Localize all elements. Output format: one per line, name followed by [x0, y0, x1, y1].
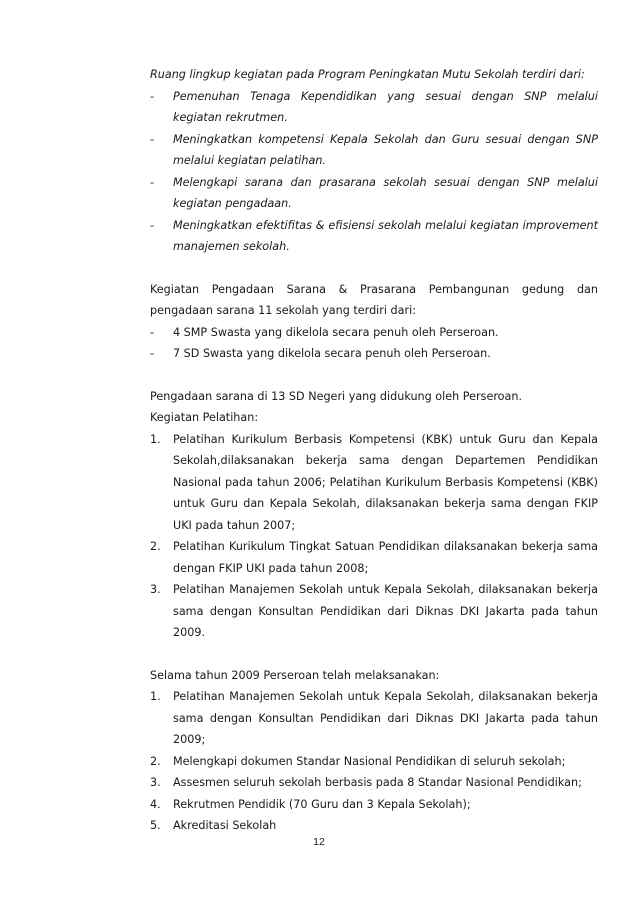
list-item: 3. Assesmen seluruh sekolah berbasis pada 8 Standar Nasional Pendidikan;: [150, 772, 598, 794]
list-item: 5. Akreditasi Sekolah: [150, 815, 598, 837]
year2009-heading: Selama tahun 2009 Perseroan telah melaksanakan:: [150, 668, 440, 682]
training-list: [150, 429, 598, 644]
list-item: 4. Rekrutmen Pendidik (70 Guru dan 3 Kepala Sekolah);: [150, 794, 598, 816]
document-body: [150, 64, 598, 837]
spacer: [150, 365, 598, 386]
bullet-dash: -: [150, 325, 155, 339]
list-item: - 7 SD Swasta yang dikelola secara penuh oleh Perseroan.: [150, 343, 598, 365]
list-item: - 4 SMP Swasta yang dikelola secara penuh oleh Perseroan.: [150, 322, 598, 344]
school-list: [150, 322, 598, 365]
list-number: 1.: [150, 432, 161, 446]
list-number: 4.: [150, 797, 161, 811]
list-number: 2.: [150, 754, 161, 768]
year2009-list: [150, 686, 598, 837]
procurement-paragraph: Kegiatan Pengadaan Sarana & Prasarana Pembangunan gedung dan pengadaan sarana 11 sekolah yang terdiri dari:: [150, 282, 598, 317]
list-item: 1. Pelatihan Manajemen Sekolah untuk Kepala Sekolah, dilaksanakan bekerja sama dengan Konsultan Pendidikan dari Diknas DKI Jakarta pada tahun 2009;: [150, 686, 598, 751]
list-number: 2.: [150, 540, 161, 553]
list-number: 3.: [150, 776, 161, 789]
bullet-dash: -: [150, 89, 155, 103]
list-item: 2. Melengkapi dokumen Standar Nasional Pendidikan di seluruh sekolah;: [150, 751, 598, 773]
list-item: - Meningkatkan efektifitas & efisiensi sekolah melalui kegiatan improvement manajemen sekolah.: [150, 215, 598, 258]
list-item: - Meningkatkan kompetensi Kepala Sekolah dan Guru sesuai dengan SNP melalui kegiatan pelatihan.: [150, 129, 598, 172]
list-number: 1.: [150, 690, 161, 703]
scope-list: [150, 86, 598, 258]
list-item: 1. Pelatihan Kurikulum Berbasis Kompetensi (KBK) untuk Guru dan Kepala Sekolah,dilaksanakan bekerja sama dengan Departemen Pendidikan Nasional pada tahun 2006; Pelatihan Kurikulum Berbasis Kompetensi (KBK) untuk Guru dan Kepala Sekolah, dilaksanakan bekerja sama dengan FKIP UKI pada tahun 2007;: [150, 429, 598, 537]
bullet-dash: -: [150, 347, 155, 360]
spacer: [150, 644, 598, 665]
list-item: - Pemenuhan Tenaga Kependidikan yang sesuai dengan SNP melalui kegiatan rekrutmen.: [150, 86, 598, 129]
list-item: - Melengkapi sarana dan prasarana sekolah sesuai dengan SNP melalui kegiatan pengadaan.: [150, 172, 598, 215]
spacer: [150, 258, 598, 279]
scope-intro: Ruang lingkup kegiatan pada Program Peningkatan Mutu Sekolah terdiri dari:: [150, 68, 585, 81]
training-heading: Kegiatan Pelatihan:: [150, 411, 259, 424]
page-number: 12: [313, 836, 325, 848]
list-number: 3.: [150, 583, 161, 596]
bullet-dash: -: [150, 175, 155, 189]
list-item: 3. Pelatihan Manajemen Sekolah untuk Kepala Sekolah, dilaksanakan bekerja sama dengan Konsultan Pendidikan dari Diknas DKI Jakarta pada tahun 2009.: [150, 579, 598, 644]
bullet-dash: -: [150, 132, 155, 146]
list-item: 2. Pelatihan Kurikulum Tingkat Satuan Pendidikan dilaksanakan bekerja sama dengan FKIP UKI pada tahun 2008;: [150, 536, 598, 579]
list-number: 5.: [150, 819, 161, 832]
bullet-dash: -: [150, 218, 155, 232]
public-school-line: Pengadaan sarana di 13 SD Negeri yang didukung oleh Perseroan.: [150, 389, 523, 403]
